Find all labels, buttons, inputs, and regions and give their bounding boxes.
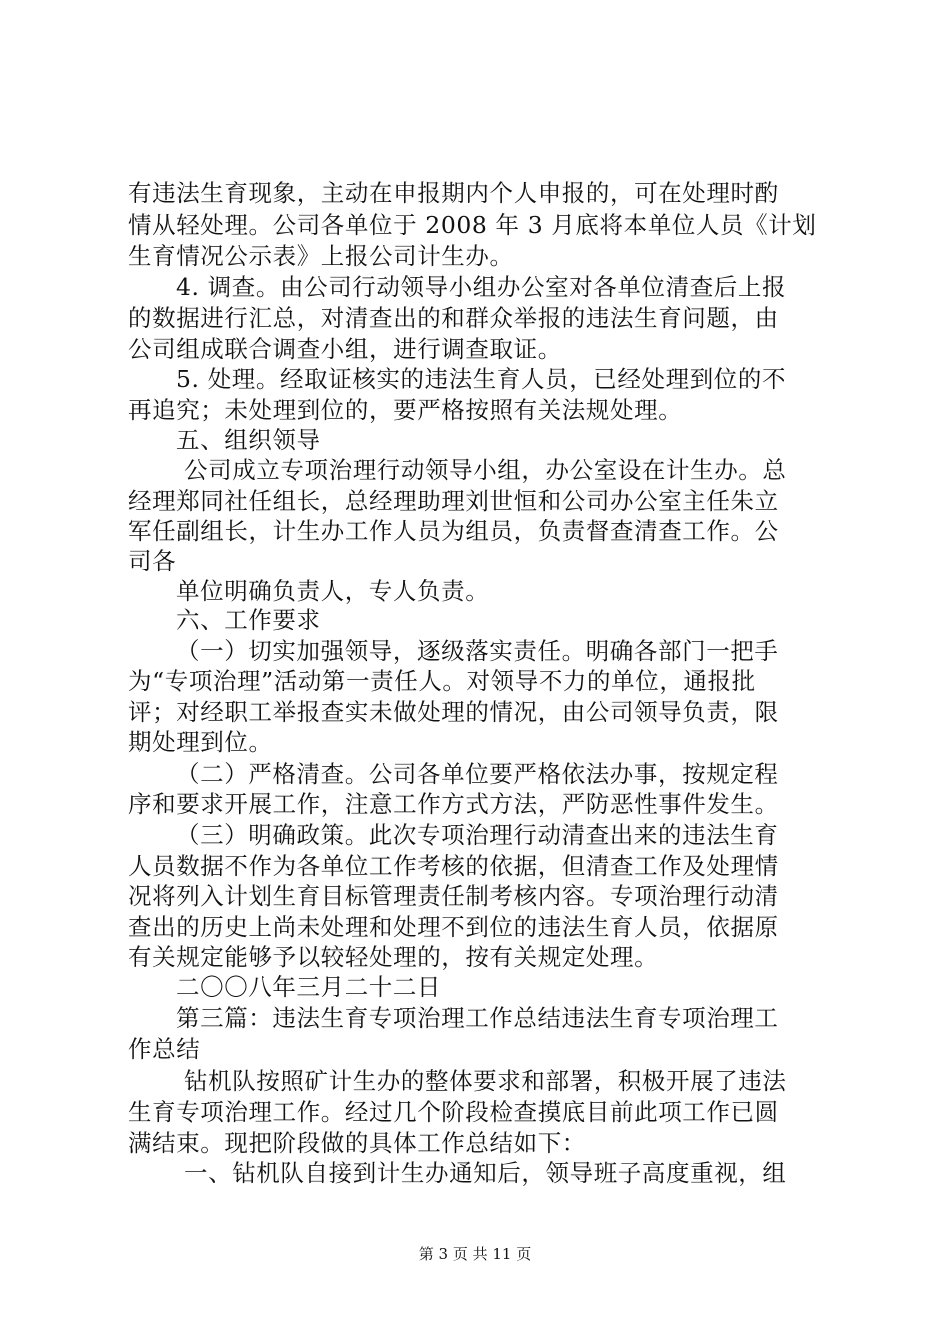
text-line: 再追究；未处理到位的，要严格按照有关法规处理。 xyxy=(128,396,683,424)
text-line: 单位明确负责人，专人负责。 xyxy=(176,577,490,605)
text-line: 生育专项治理工作。经过几个阶段检查摸底目前此项工作已圆 xyxy=(128,1098,779,1126)
text-line: 公司组成联合调查小组，进行调查取证。 xyxy=(128,335,562,363)
section-heading: 六、工作要求 xyxy=(176,606,321,634)
text-line: 情从轻处理。公司各单位于 2008 年 3 月底将本单位人员《计划 xyxy=(128,211,817,239)
text-line: 经理郑同社任组长，总经理助理刘世恒和公司办公室主任朱立 xyxy=(128,487,779,515)
section-heading: 五、组织领导 xyxy=(176,426,321,454)
text-line: 有违法生育现象，主动在申报期内个人申报的，可在处理时酌 xyxy=(128,179,779,207)
text-line: 的数据进行汇总，对清查出的和群众举报的违法生育问题，由 xyxy=(128,304,779,332)
text-line: （二）严格清查。公司各单位要严格依法办事，按规定程 xyxy=(176,760,779,788)
text-line: （一）切实加强领导，逐级落实责任。明确各部门一把手 xyxy=(176,637,779,665)
chapter-heading: 第三篇：违法生育专项治理工作总结违法生育专项治理工 xyxy=(176,1004,779,1032)
text-line: （三）明确政策。此次专项治理行动清查出来的违法生育 xyxy=(176,821,779,849)
text-line: 查出的历史上尚未处理和处理不到位的违法生育人员，依据原 xyxy=(128,913,779,941)
text-line: 4. 调查。由公司行动领导小组办公室对各单位清查后上报 xyxy=(176,273,787,301)
text-line: 人员数据不作为各单位工作考核的依据，但清查工作及处理情 xyxy=(128,852,779,880)
text-line: 军任副组长，计生办工作人员为组员，负责督查清查工作。公 xyxy=(128,517,779,545)
text-line: 期处理到位。 xyxy=(128,728,273,756)
text-line: 公司成立专项治理行动领导小组，办公室设在计生办。总 xyxy=(184,456,787,484)
text-line: 评；对经职工举报查实未做处理的情况，由公司领导负责，限 xyxy=(128,698,779,726)
text-line: 生育情况公示表》上报公司计生办。 xyxy=(128,242,514,270)
date-line: 二〇〇八年三月二十二日 xyxy=(176,973,442,1001)
text-line: 为“专项治理”活动第一责任人。对领导不力的单位，通报批 xyxy=(128,667,756,695)
page-footer: 第 3 页 共 11 页 xyxy=(418,1245,532,1263)
chapter-heading: 作总结 xyxy=(128,1035,201,1063)
text-line: 5. 处理。经取证核实的违法生育人员，已经处理到位的不 xyxy=(176,365,787,393)
text-line: 序和要求开展工作，注意工作方式方法，严防恶性事件发生。 xyxy=(128,790,779,818)
text-line: 有关规定能够予以较轻处理的，按有关规定处理。 xyxy=(128,943,659,971)
text-line: 司各 xyxy=(128,547,177,575)
text-line: 满结束。现把阶段做的具体工作总结如下： xyxy=(128,1129,586,1157)
text-line: 一、钻机队自接到计生办通知后，领导班子高度重视，组 xyxy=(184,1159,787,1187)
text-line: 钻机队按照矿计生办的整体要求和部署，积极开展了违法 xyxy=(184,1067,787,1095)
text-line: 况将列入计划生育目标管理责任制考核内容。专项治理行动清 xyxy=(128,882,779,910)
